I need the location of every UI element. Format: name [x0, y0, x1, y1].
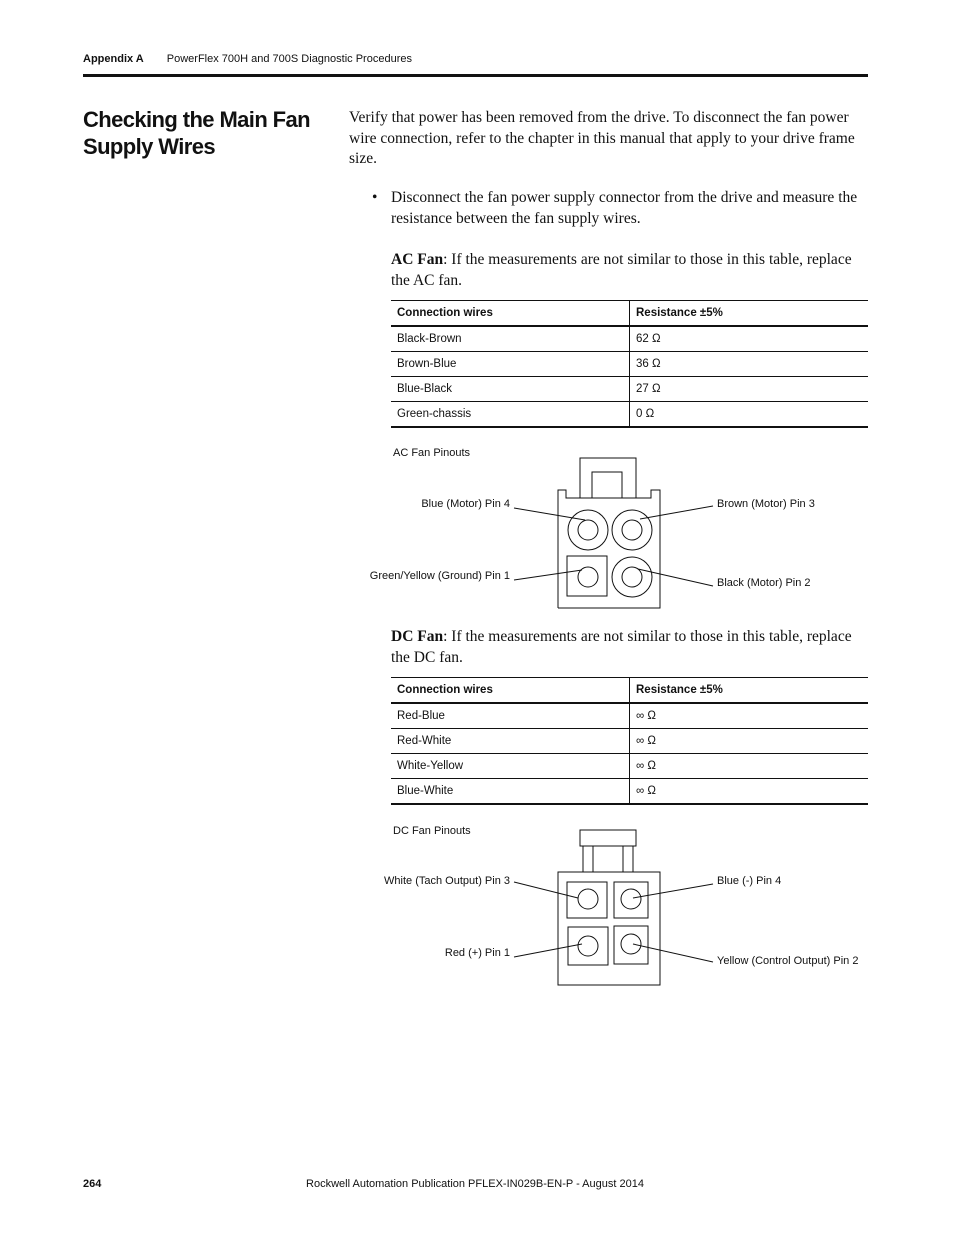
table-cell: White-Yellow [391, 754, 630, 779]
dc-pin4-socket [614, 882, 648, 918]
column-header: Connection wires [391, 678, 630, 704]
table-cell: ∞ Ω [630, 754, 869, 779]
ac-pin3-label: Brown (Motor) Pin 3 [717, 498, 815, 510]
ac-fan-text: : If the measurements are not similar to those in this table, replace the AC fan. [391, 251, 852, 289]
dc-pin4-label: Blue (-) Pin 4 [717, 875, 782, 887]
table-cell: Red-Blue [391, 703, 630, 729]
table-cell: Blue-White [391, 779, 630, 805]
dc-latch [580, 830, 636, 846]
dc-pin3-socket [567, 882, 607, 918]
page-number: 264 [83, 1178, 102, 1190]
bullet-text: Disconnect the fan power supply connector from the drive and measure the resistance between the fan supply wires. [391, 189, 858, 227]
ac-pin2-label: Black (Motor) Pin 2 [717, 577, 811, 589]
table-cell: ∞ Ω [630, 703, 869, 729]
page-title: Checking the Main Fan Supply Wires [83, 107, 310, 159]
dc-diagram-title: DC Fan Pinouts [393, 825, 471, 837]
dc-pin3-label: White (Tach Output) Pin 3 [384, 875, 510, 887]
dc-connector-body [558, 872, 660, 985]
dc-pin2-leader [633, 944, 713, 962]
table-cell: ∞ Ω [630, 779, 869, 805]
table-cell: 27 Ω [630, 377, 869, 402]
intro-paragraph: Verify that power has been removed from the drive. To disconnect the fan power wire connection, refer to the chapter in this manual that apply to your drive frame size. [349, 109, 855, 167]
table-cell: Blue-Black [391, 377, 630, 402]
table-cell: 36 Ω [630, 352, 869, 377]
bullet-marker: • [372, 189, 378, 206]
dc-pin2-label: Yellow (Control Output) Pin 2 [717, 955, 859, 967]
ac-diagram-title: AC Fan Pinouts [393, 447, 471, 459]
column-header: Resistance ±5% [630, 678, 869, 704]
column-header: Resistance ±5% [630, 301, 869, 327]
column-header: Connection wires [391, 301, 630, 327]
table-cell: Green-chassis [391, 402, 630, 428]
dc-pin3-leader [514, 882, 578, 898]
section-label: PowerFlex 700H and 700S Diagnostic Procedures [166, 53, 412, 65]
ac-fan-lead: AC Fan [391, 251, 444, 268]
dc-pin1-label: Red (+) Pin 1 [444, 947, 510, 959]
dc-fan-text: : If the measurements are not similar to those in this table, replace the DC fan. [391, 628, 852, 666]
table-cell: 62 Ω [630, 326, 869, 352]
table-cell: Brown-Blue [391, 352, 630, 377]
ac-pin4-label: Blue (Motor) Pin 4 [421, 498, 510, 510]
dc-pin4-leader [633, 884, 713, 898]
table-cell: ∞ Ω [630, 729, 869, 754]
dc-pin2-socket [614, 926, 648, 964]
appendix-label: Appendix A [83, 53, 144, 65]
publication-info: Rockwell Automation Publication PFLEX-IN029B-EN-P - August 2014 [306, 1178, 644, 1190]
dc-pin1-leader [514, 944, 582, 957]
ac-pin1-label: Green/Yellow (Ground) Pin 1 [369, 570, 510, 582]
dc-fan-lead: DC Fan [391, 628, 444, 645]
table-cell: Black-Brown [391, 326, 630, 352]
table-cell: Red-White [391, 729, 630, 754]
dc-latch-window [593, 846, 623, 872]
table-cell: 0 Ω [630, 402, 869, 428]
